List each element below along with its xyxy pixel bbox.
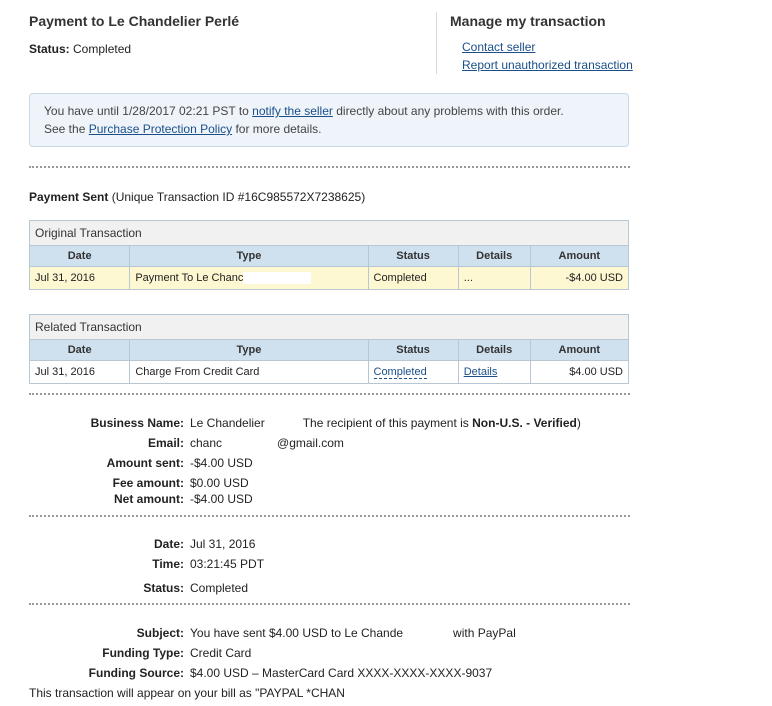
- time-value: 03:21:45 PDT: [190, 557, 265, 571]
- table-row: [30, 361, 629, 384]
- col-details: Details: [458, 246, 530, 267]
- col-date: Date: [30, 340, 130, 361]
- table-caption: Related Transaction: [30, 315, 629, 340]
- fee-amount-value: $0.00 USD: [190, 476, 249, 490]
- business-name: Le Chandelier: [190, 416, 265, 430]
- notice-text: See the: [44, 122, 89, 136]
- notice-line-1: [44, 104, 564, 118]
- net-amount-label: Net amount:: [114, 492, 184, 506]
- status-label-2: Status:: [143, 581, 184, 595]
- amount-sent-label: Amount sent:: [106, 456, 184, 470]
- payment-sent-label: Payment Sent: [29, 190, 109, 204]
- bill-note: This transaction will appear on your bill as "PAYPAL *CHAN: [29, 686, 345, 700]
- payment-sent-line: [29, 190, 365, 204]
- contact-seller-link[interactable]: Contact seller: [462, 40, 536, 54]
- notice-text: You have until 1/28/2017 02:21 PST to: [44, 104, 253, 118]
- amount-sent-value: -$4.00 USD: [190, 456, 253, 470]
- date-value: Jul 31, 2016: [190, 537, 256, 551]
- divider: [29, 515, 630, 517]
- date-label: Date:: [153, 537, 184, 551]
- cell-status: [368, 361, 458, 384]
- table-caption: Original Transaction: [30, 221, 629, 246]
- funding-type-label: Funding Type:: [102, 646, 184, 660]
- email-value: [190, 436, 344, 450]
- type-text: Payment To Le Chanc: [135, 271, 244, 284]
- cell-status: Completed: [368, 267, 458, 290]
- email-part: @gmail.com: [277, 436, 344, 450]
- manage-title: Manage my transaction: [450, 13, 606, 29]
- net-amount-value: -$4.00 USD: [190, 492, 253, 506]
- subject-label: Subject:: [136, 626, 184, 640]
- cell-type: Charge From Credit Card: [130, 361, 368, 384]
- cell-amount: -$4.00 USD: [530, 267, 628, 290]
- col-details: Details: [458, 340, 530, 361]
- col-status: Status: [368, 340, 458, 361]
- recipient-text: ): [576, 416, 581, 430]
- col-amount: Amount: [530, 246, 628, 267]
- subject-value: [190, 626, 516, 640]
- cell-amount: $4.00 USD: [530, 361, 628, 384]
- transaction-status: [29, 42, 131, 56]
- report-unauthorized-link[interactable]: Report unauthorized transaction: [462, 58, 633, 72]
- notice-line-2: [44, 122, 321, 136]
- notice-text: for more details.: [232, 122, 322, 136]
- original-transaction-table: [29, 220, 629, 290]
- cell-type: [130, 267, 368, 290]
- fee-amount-label: Fee amount:: [112, 476, 184, 490]
- email-part: chanc: [190, 436, 223, 450]
- col-type: Type: [130, 340, 368, 361]
- notice-text: directly about any problems with this order.: [332, 104, 564, 118]
- subject-part: with PayPal: [453, 626, 516, 640]
- time-label: Time:: [152, 557, 184, 571]
- funding-type-value: Credit Card: [190, 646, 252, 660]
- col-type: Type: [130, 246, 368, 267]
- cell-details: ...: [458, 267, 530, 290]
- status-label: Status:: [29, 42, 70, 56]
- divider: [29, 166, 630, 168]
- cell-date: Jul 31, 2016: [30, 267, 130, 290]
- dispute-notice: [29, 93, 629, 147]
- business-name-value: [190, 416, 581, 430]
- funding-source-label: Funding Source:: [88, 666, 184, 680]
- cell-date: Jul 31, 2016: [30, 361, 130, 384]
- status-value-2: Completed: [190, 581, 249, 595]
- notify-seller-link[interactable]: notify the seller: [252, 104, 333, 118]
- col-date: Date: [30, 246, 130, 267]
- status-link[interactable]: Completed: [373, 366, 427, 378]
- funding-source-value: $4.00 USD – MasterCard Card XXXX-XXXX-XXXX-9037: [190, 666, 493, 680]
- col-status: Status: [368, 246, 458, 267]
- subject-part: You have sent $4.00 USD to Le Chande: [190, 626, 404, 640]
- col-amount: Amount: [530, 340, 628, 361]
- related-transaction-table: [29, 314, 629, 384]
- recipient-status: Non-U.S. - Verified: [472, 416, 577, 430]
- details-link[interactable]: Details: [463, 366, 498, 378]
- divider: [29, 603, 630, 605]
- cell-details: [458, 361, 530, 384]
- business-name-label: Business Name:: [90, 416, 184, 430]
- redaction: [243, 272, 311, 284]
- purchase-protection-link[interactable]: Purchase Protection Policy: [88, 122, 233, 136]
- manage-transaction-panel: [436, 12, 637, 74]
- status-value: Completed: [73, 42, 132, 56]
- page-title: Payment to Le Chandelier Perlé: [29, 13, 240, 29]
- email-label: Email:: [147, 436, 184, 450]
- table-row[interactable]: [30, 267, 629, 290]
- divider: [29, 393, 630, 395]
- recipient-text: The recipient of this payment is: [302, 416, 473, 430]
- transaction-id: (Unique Transaction ID #16C985572X7238625): [108, 190, 366, 204]
